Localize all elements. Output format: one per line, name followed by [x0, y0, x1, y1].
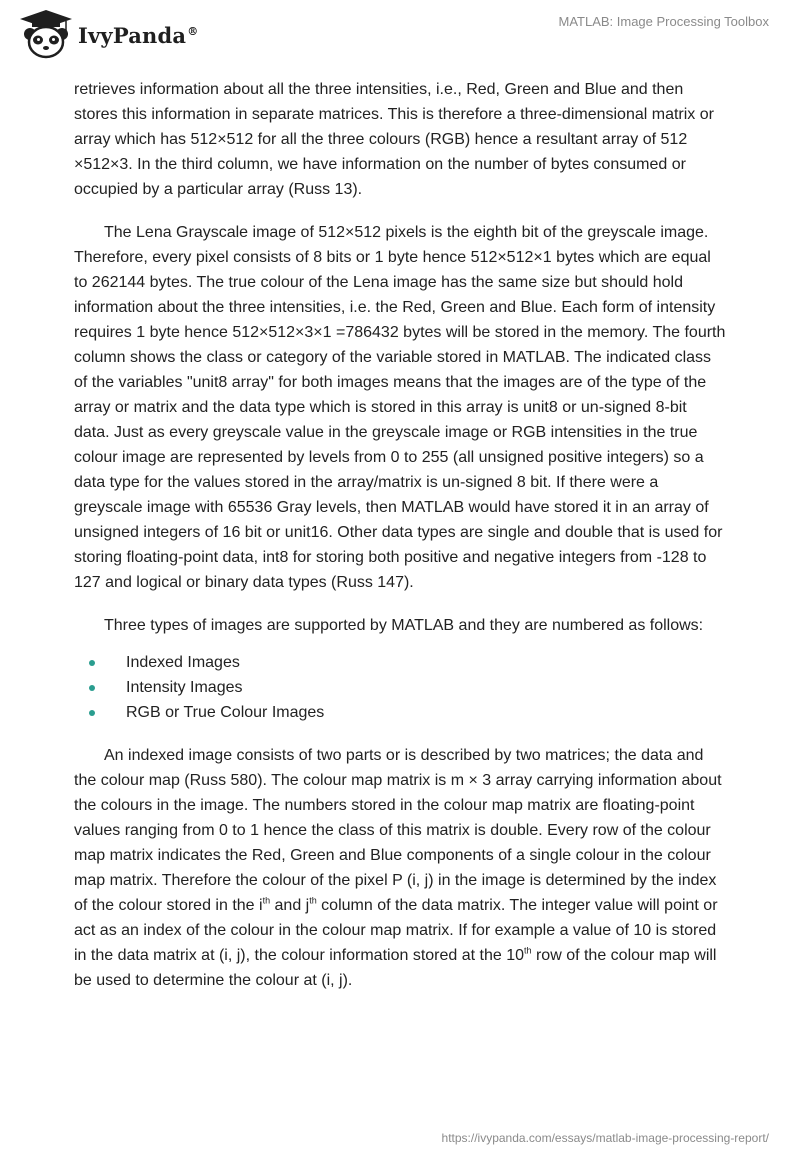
list-item-text: Indexed Images — [126, 654, 240, 671]
bullet-icon — [89, 710, 95, 716]
panda-graduate-icon — [18, 8, 74, 60]
ivypanda-logo[interactable] — [18, 8, 198, 60]
list-item — [74, 700, 726, 725]
list-item — [74, 675, 726, 700]
source-url[interactable]: https://ivypanda.com/essays/matlab-image-processing-report/ — [441, 1131, 769, 1145]
superscript: th — [524, 945, 532, 956]
list-item-text: RGB or True Colour Images — [126, 704, 325, 721]
paragraph-lena-image: The Lena Grayscale image of 512×512 pixels is the eighth bit of the greyscale image. Therefore, every pixel consists of 8 bits or 1 byte hence 512×512×1 bytes which are equal to 262144 bytes. The true colour of the Lena image has the same size but should hold information about the three intensities, i.e. the Red, Green and Blue. Each form of intensity requires 1 byte hence 512×512×3×1 =786432 bytes will be stored in the memory. The fourth column shows the class or category of the variable stored in MATLAB. The indicated class of the variables "unit8 array" for both images means that the images are of the type of the array or matrix and the data type which is stored in this array is unit8 or un-signed 8-bit data. Just as every greyscale value in the greyscale image or RGB intensities in the true colour image are represented by levels from 0 to 255 (all unsigned positive integers) so a data type for the values stored in the array/matrix is un-signed 8 bit. If there were a greyscale image with 65536 Gray levels, then MATLAB would have stored it in an array of unsigned integers of 16 bit or unit16. Other data types are single and double that is used for storing floating-point data, int8 for storing both positive and negative integers from -128 to 127 and logical or binary data types (Russ 147). — [74, 224, 726, 591]
paragraph-continuation: retrieves information about all the three intensities, i.e., Red, Green and Blue and then stores this information in separate matrices. This is therefore a three-dimensional matrix or array which has 512×512 for all the three colours (RGB) hence a resultant array of 512 ×512×3. In the third column, we have information on the number of bytes consumed or occupied by a particular array (Russ 13). — [74, 81, 714, 198]
brand-wordmark — [78, 23, 198, 48]
registered-mark: ® — [187, 24, 199, 38]
paragraph-text: and j — [270, 897, 310, 914]
image-types-list — [74, 650, 726, 725]
superscript: th — [309, 895, 317, 906]
paragraph-indexed-image — [74, 743, 726, 993]
page-header — [0, 0, 800, 70]
bullet-icon — [89, 660, 95, 666]
document-title: MATLAB: Image Processing Toolbox — [558, 14, 769, 29]
bullet-icon — [89, 685, 95, 691]
paragraph-image-types-intro: Three types of images are supported by MATLAB and they are numbered as follows: — [104, 617, 704, 634]
brand-name: IvyPanda — [78, 22, 187, 48]
paragraph-text: row of the colour map will be used to determine the colour at (i, j). — [74, 947, 717, 989]
paragraph-text: column of the data matrix. The integer value will point or act as an index of the colour in the colour map matrix. If for example a value of 10 is stored in the data matrix at (i, j), the colour information stored at the 10 — [74, 897, 718, 964]
superscript: th — [262, 895, 271, 906]
essay-body — [74, 77, 726, 993]
paragraph-text: An indexed image consists of two parts or is described by two matrices; the data and the colour map (Russ 580). The colour map matrix is m × 3 array carrying information about the colours in the image. The numbers stored in the colour map matrix are floating-point values ranging from 0 to 1 hence the class of this matrix is double. Every row of the colour map matrix indicates the Red, Green and Blue components of a single colour in the colour map matrix. Therefore the colour of the pixel P (i, j) in the image is determined by the index of the colour stored in the i — [74, 747, 722, 914]
list-item-text: Intensity Images — [126, 679, 243, 696]
list-item — [74, 650, 726, 675]
